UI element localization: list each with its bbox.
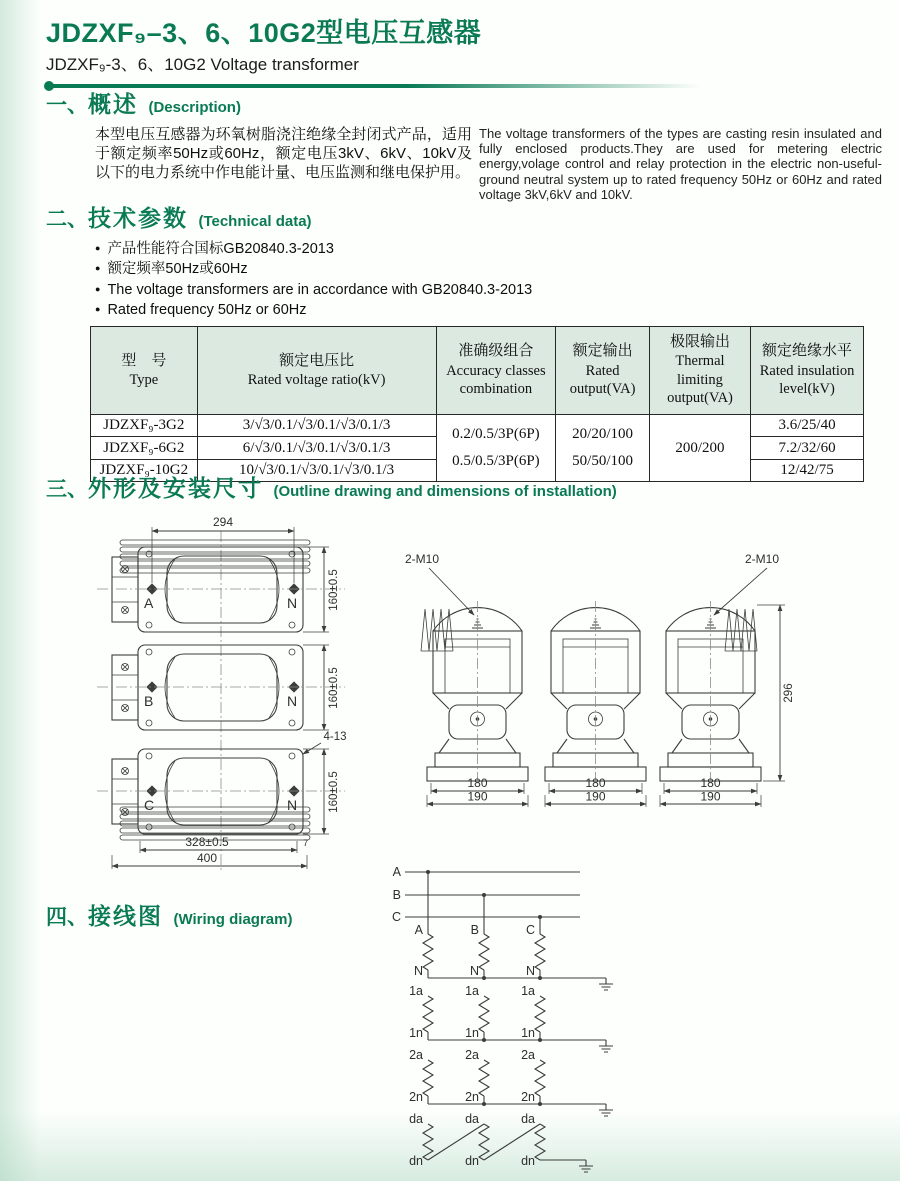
col-header-ratio: 额定电压比 Rated voltage ratio(kV): [197, 327, 436, 415]
heading-title-zh: 接线图: [88, 903, 163, 929]
col-header-thermal: 极限输出 Thermal limiting output(VA): [649, 327, 750, 415]
aux-n-label: dn: [521, 1154, 535, 1168]
cell-ratio: 10/√3/0.1/√3/0.1/√3/0.1/3: [197, 459, 436, 481]
dimension-328: [140, 835, 297, 853]
sec1-a-label: 1a: [465, 984, 479, 998]
primary-label-a: A: [414, 923, 423, 937]
elevation-unit-2: [545, 601, 646, 807]
elevation-drawing: 180 190 2-M10 2-M10 296: [395, 543, 885, 843]
table-row: [91, 415, 864, 437]
heading-title-en: (Technical data): [198, 213, 312, 230]
col-header-type: 型 号 Type: [91, 327, 198, 415]
aux-winding: [479, 1124, 489, 1160]
bullet-item: ● 产品性能符合国标GB20840.3-2013: [95, 239, 882, 259]
sec1-a-label: 1a: [409, 984, 423, 998]
bolt-callout-left: [405, 552, 474, 615]
heading-number: 四、: [46, 906, 88, 929]
svg-text:160±0.5: 160±0.5: [328, 771, 340, 813]
elevation-unit-3: [660, 601, 761, 807]
bullet-item: ● Rated frequency 50Hz or 60Hz: [95, 300, 882, 320]
svg-text:400: 400: [196, 851, 218, 865]
cell-thermal-merged: 200/200: [649, 415, 750, 482]
col-header-accuracy: 准确级组合 Accuracy classes combination: [436, 327, 556, 415]
bus-label-a: A: [392, 865, 401, 879]
svg-text:296: 296: [783, 683, 795, 703]
heading-title-zh: 概述: [88, 91, 138, 117]
spec-table: [90, 326, 864, 482]
section-outline: [46, 470, 886, 865]
bus-label-b: B: [392, 888, 401, 902]
dimension-4-13: [303, 731, 347, 754]
col-header-insulation: 额定绝缘水平 Rated insulation level(kV): [751, 327, 864, 415]
cell-type: JDZXF₉-10G2: [91, 459, 198, 481]
section-technical-data: [46, 200, 882, 482]
section-1-heading: [46, 86, 882, 119]
primary-winding: [479, 934, 489, 970]
dimension-7: 7: [303, 838, 309, 849]
heading-title-zh: 技术参数: [88, 205, 188, 231]
aux-winding: [535, 1124, 545, 1160]
n-label: N: [413, 964, 423, 978]
sec1-a-label: 1a: [521, 984, 535, 998]
aux-a-label: da: [521, 1112, 535, 1126]
wiring-diagram: [388, 858, 638, 1178]
svg-text:2-M10: 2-M10: [745, 552, 780, 566]
secondary1-winding: [423, 996, 433, 1032]
primary-winding: [423, 934, 433, 970]
cell-insulation: 7.2/32/60: [751, 437, 864, 459]
table-header-row: [91, 327, 864, 415]
cell-ratio: 3/√3/0.1/√3/0.1/√3/0.1/3: [197, 415, 436, 437]
description-zh: 本型电压互感器为环氧树脂浇注绝缘全封闭式产品，适用于额定频率50Hz或60Hz，额定电压3kV、6kV、10kV及以下的电力系统中作电能计量、电压监测和继电保护用。: [95, 126, 473, 181]
col-header-output: 额定输出 Rated output(VA): [556, 327, 650, 415]
secondary2-winding: [535, 1060, 545, 1096]
sec2-n-label: 2n: [521, 1090, 535, 1104]
cell-output-merged: 20/20/100 50/50/100: [556, 415, 650, 482]
bullet-item: ● 额定频率50Hz或60Hz: [95, 259, 882, 279]
bolt-callout-right: [714, 552, 779, 615]
section-description: [46, 86, 882, 202]
sec1-n-label: 1n: [409, 1026, 423, 1040]
svg-text:294: 294: [212, 515, 234, 529]
section-wiring: [46, 858, 886, 1178]
primary-label-b: B: [470, 923, 479, 937]
secondary1-winding: [479, 996, 489, 1032]
aux-a-label: da: [409, 1112, 423, 1126]
terminal-label-n: N: [287, 595, 298, 611]
section-2-heading: [46, 200, 882, 233]
page-header: [46, 18, 876, 88]
aux-winding: [423, 1124, 433, 1160]
cell-type: JDZXF₉-3G2: [91, 415, 198, 437]
cell-insulation: 12/42/75: [751, 459, 864, 481]
n-label: N: [525, 964, 535, 978]
svg-text:4-13: 4-13: [323, 731, 347, 743]
page-title: JDZXF₉–3、6、10G2型电压互感器: [46, 18, 482, 48]
svg-text:2-M10: 2-M10: [405, 552, 440, 566]
n-label: N: [469, 964, 479, 978]
cell-type: JDZXF₉-6G2: [91, 437, 198, 459]
sec2-n-label: 2n: [465, 1090, 479, 1104]
terminal-label-a: A: [144, 595, 154, 611]
bellows-left: [421, 609, 453, 651]
sec1-n-label: 1n: [521, 1026, 535, 1040]
page-subtitle: JDZXF₉-3、6、10G2 Voltage transformer: [46, 55, 359, 75]
description-en: The voltage transformers of the types are casting resin insulated and fully enclosed products.They are used for metering electric energy,volage control and relay protection in the electric non-useful-ground neutral system up to rated frequency 50Hz or 60Hz and rated voltage 3kV,6kV and 10kV.: [479, 126, 882, 202]
primary-label-c: C: [525, 923, 535, 937]
section-4-heading: [46, 898, 293, 931]
ground-symbol: [599, 1040, 613, 1052]
section-3-heading: [46, 470, 886, 503]
dimension-160: [303, 547, 340, 632]
sec1-n-label: 1n: [465, 1026, 479, 1040]
sec2-n-label: 2n: [409, 1090, 423, 1104]
heading-title-zh: 外形及安装尺寸: [88, 475, 263, 501]
terminal-label-b: B: [144, 693, 154, 709]
sec2-a-label: 2a: [409, 1048, 423, 1062]
heading-number: 一、: [46, 94, 88, 117]
dimension-296: [757, 605, 795, 781]
primary-winding: [535, 934, 545, 970]
heading-number: 三、: [46, 478, 88, 501]
heading-title-en: (Outline drawing and dimensions of installation): [273, 483, 617, 500]
cell-ratio: 6/√3/0.1/√3/0.1/√3/0.1/3: [197, 437, 436, 459]
bus-label-c: C: [391, 910, 401, 924]
heading-number: 二、: [46, 208, 88, 231]
aux-n-label: dn: [409, 1154, 423, 1168]
ground-symbol: [579, 1160, 593, 1172]
bullet-item: ● The voltage transformers are in accordance with GB20840.3-2013: [95, 280, 882, 300]
aux-n-label: dn: [465, 1154, 479, 1168]
plan-view-drawing: [95, 507, 395, 875]
aux-a-label: da: [465, 1112, 479, 1126]
terminal-label-n: N: [287, 797, 298, 813]
secondary2-winding: [479, 1060, 489, 1096]
ground-symbol: [599, 1104, 613, 1116]
svg-text:328±0.5: 328±0.5: [185, 835, 229, 849]
svg-text:160±0.5: 160±0.5: [328, 667, 340, 709]
bellows-right: [725, 609, 757, 651]
dimension-160: [303, 645, 340, 730]
terminal-label-n: N: [287, 693, 298, 709]
secondary2-winding: [423, 1060, 433, 1096]
bullet-list: [95, 239, 882, 320]
ground-symbol: [599, 978, 613, 990]
svg-text:160±0.5: 160±0.5: [328, 569, 340, 611]
terminal-label-c: C: [144, 797, 155, 813]
heading-title-en: (Description): [148, 99, 241, 116]
heading-title-en: (Wiring diagram): [173, 911, 293, 928]
sec2-a-label: 2a: [521, 1048, 535, 1062]
cell-accuracy-merged: 0.2/0.5/3P(6P) 0.5/0.5/3P(6P): [436, 415, 556, 482]
sec2-a-label: 2a: [465, 1048, 479, 1062]
elevation-unit-1: [427, 601, 528, 807]
cell-insulation: 3.6/25/40: [751, 415, 864, 437]
secondary1-winding: [535, 996, 545, 1032]
